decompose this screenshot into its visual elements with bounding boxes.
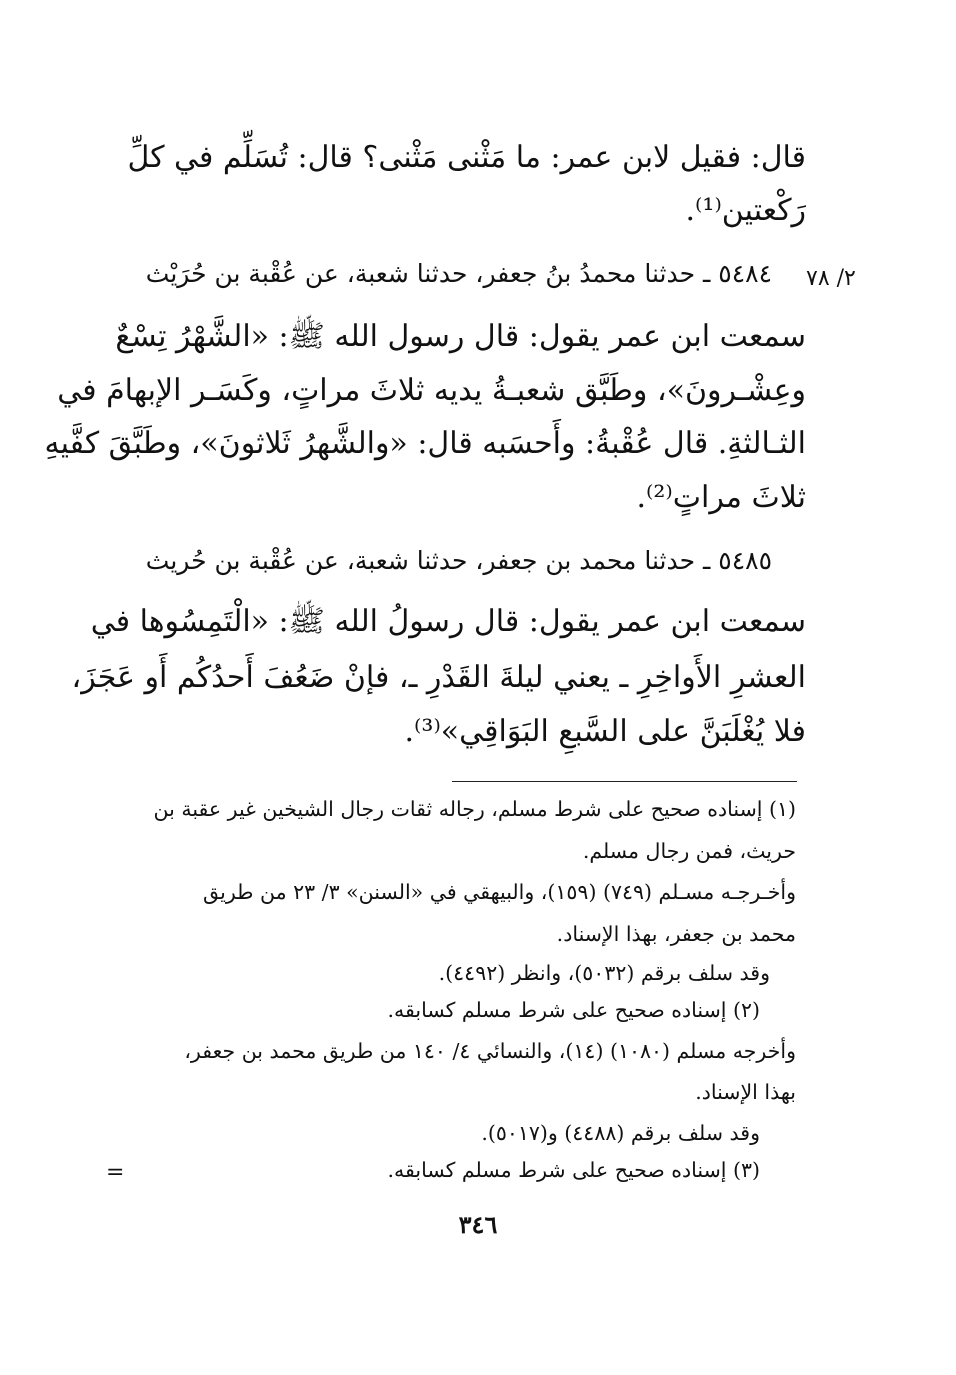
continuation-mark: =	[106, 1160, 125, 1185]
footnote-line: وأخرجه مسلم (١٠٨٠) (١٤)، والنسائي ٤/ ١٤٠ من طريق محمد بن جعفر،	[184, 1039, 796, 1063]
body-line: وعِشْـرونَ»، وطَبَّق شعبـةُ يديه ثلاثَ مراتٍ، وكَسَـر الإبهامَ في	[57, 373, 806, 408]
hadith-heading-5485: ٥٤٨٥ ـ حدثنا محمد بن جعفر، حدثنا شعبة، عن عُقْبة بن حُريث	[145, 546, 772, 575]
footnote-line: بهذا الإسناد.	[695, 1080, 796, 1104]
page-number: ٣٤٦	[458, 1210, 498, 1239]
footnote-line: (٢) إسناده صحيح على شرط مسلم كسابقه.	[387, 998, 760, 1022]
footnote-separator	[452, 781, 797, 782]
body-line: فلا يُغْلَبَنَّ على السَّبعِ البَوَاقِي»⁽³⁾.	[404, 714, 806, 749]
footnote-line: محمد بن جعفر، بهذا الإسناد.	[556, 922, 796, 946]
margin-reference: ٢/ ٧٨	[806, 266, 856, 291]
footnote-line: حريث، فمن رجال مسلم.	[582, 839, 796, 863]
body-line: رَكْعتين⁽¹⁾.	[685, 193, 806, 228]
body-line: ثلاثَ مراتٍ⁽²⁾.	[636, 480, 806, 515]
footnote-line: وقد سلف برقم (٥٠٣٢)، وانظر (٤٤٩٢).	[438, 961, 770, 985]
footnote-line: (٣) إسناده صحيح على شرط مسلم كسابقه.	[387, 1158, 760, 1182]
footnote-line: وأخـرجـه مسـلم (٧٤٩) (١٥٩)، والبيهقي في «السنن» ٣/ ٢٣ من طريق	[203, 880, 796, 904]
footnote-line: (١) إسناده صحيح على شرط مسلم، رجاله ثقات رجال الشيخين غير عقبة بن	[153, 797, 796, 821]
body-line: سمعت ابن عمر يقول: قال رسولُ الله ﷺ: «الْتَمِسُوها في	[90, 604, 806, 639]
body-line: قال: فقيل لابن عمر: ما مَثْنى مَثْنى؟ قال: تُسَلِّم في كلِّ	[127, 140, 806, 175]
body-line: الثـالثةِ. قال عُقْبةُ: وأَحسَبه قال: «والشَّهرُ ثَلاثونَ»، وطَبَّقَ كفَّيهِ	[44, 426, 806, 461]
footnote-line: وقد سلف برقم (٤٤٨٨) و(٥٠١٧).	[481, 1121, 760, 1145]
body-line: العشرِ الأَواخِرِ ـ يعني ليلةَ القَدْرِ ـ، فإنْ ضَعُفَ أَحدُكُم أَو عَجَزَ،	[71, 660, 806, 695]
hadith-heading-5484: ٥٤٨٤ ـ حدثنا محمدُ بنُ جعفر، حدثنا شعبة، عن عُقْبة بن حُرَيْث	[145, 259, 772, 288]
body-line: سمعت ابن عمر يقول: قال رسول الله ﷺ: «الشَّهْرُ تِسْعٌ	[115, 319, 806, 354]
